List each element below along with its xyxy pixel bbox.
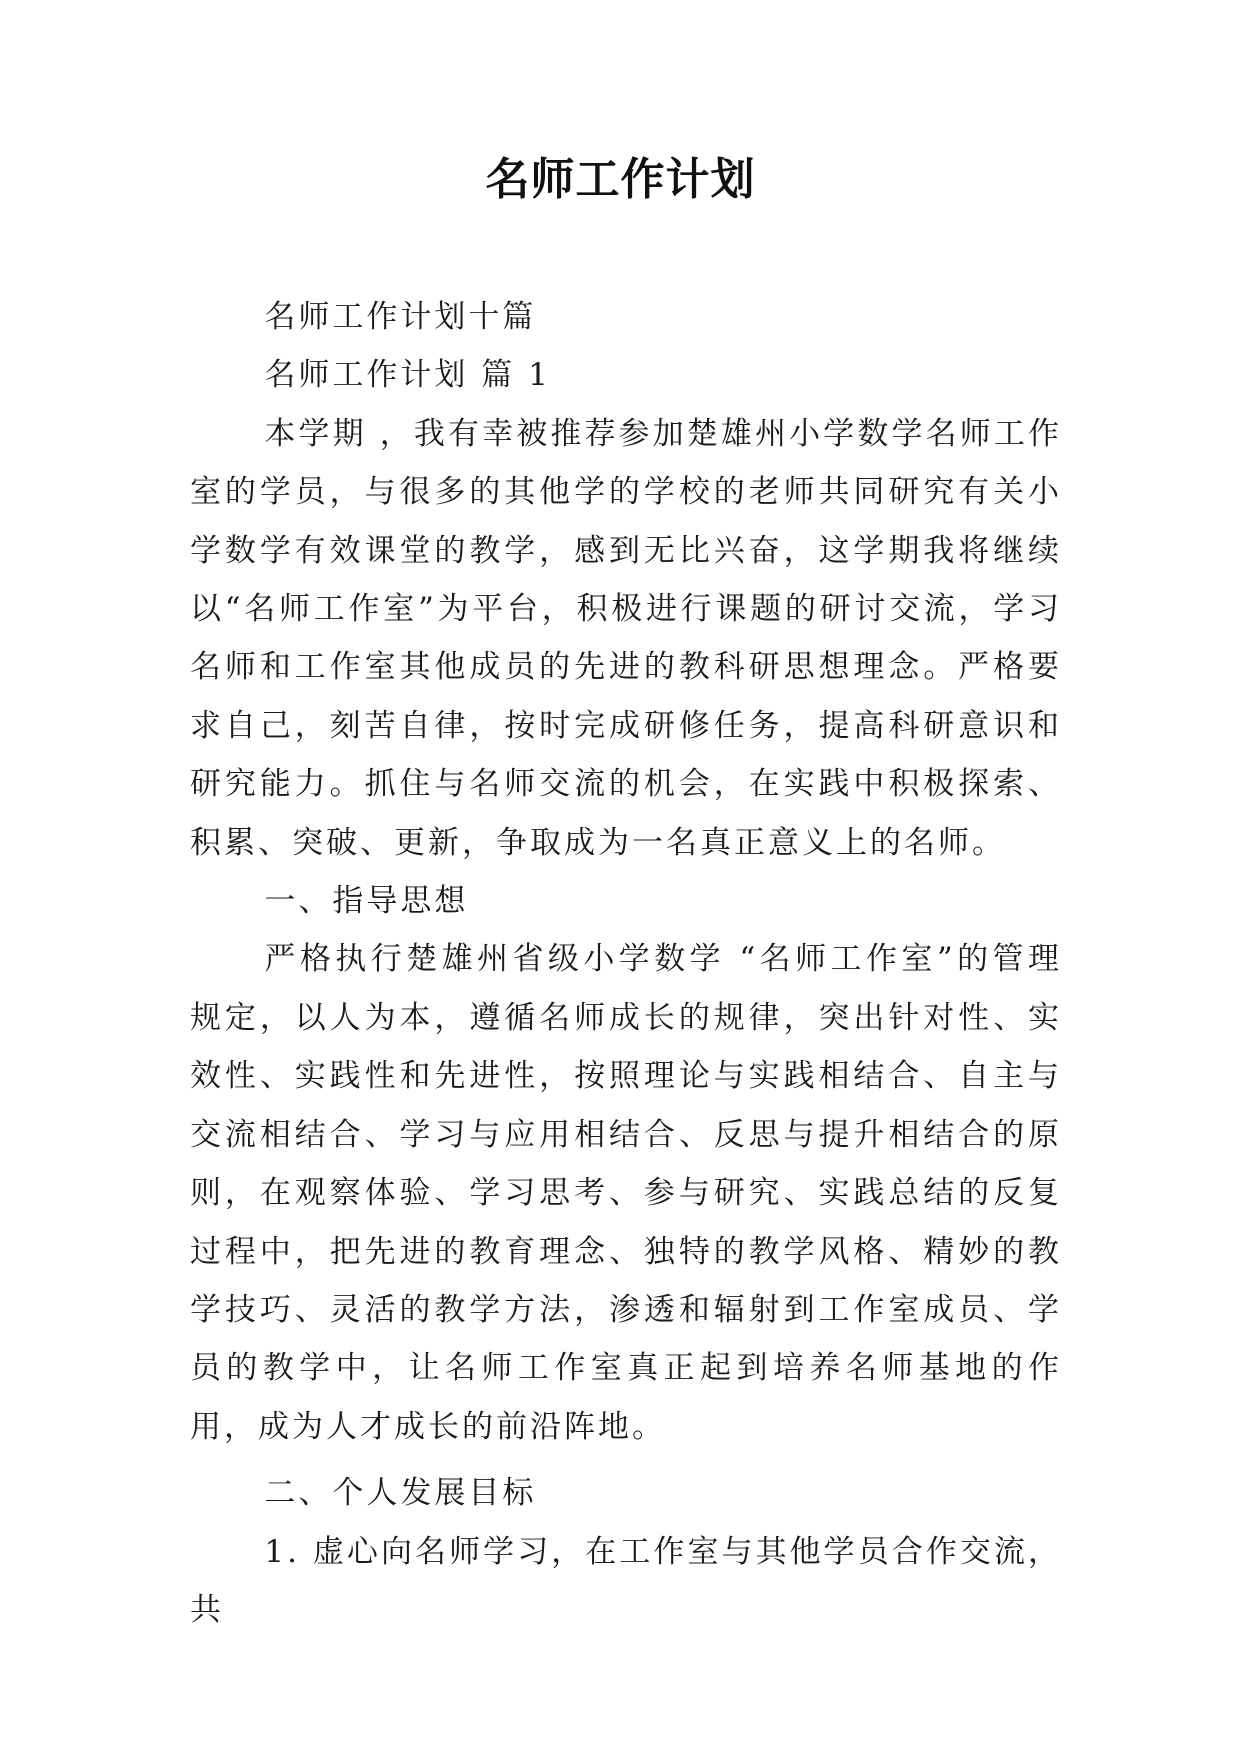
goal-item-1: 1. 虚心向名师学习，在工作室与其他学员合作交流，共 [190,1533,1062,1628]
subtitle-paragraph: 名师工作计划十篇 [264,299,537,335]
section-heading-guiding-ideology: 一、指导思想 [264,883,469,920]
document-body [190,288,1062,1639]
section-heading-personal-goals: 二、个人发展目标 [264,1475,537,1512]
intro-paragraph: 本学期 ，我有幸被推荐参加楚雄州小学数学名师工作室的学员，与很多的其他学的学校的老师共同研究有关小学数学有效课堂的教学，感到无比兴奋，这学期我将继续以“名师工作室”为平台，积极进行课题的研讨交流，学习名师和工作室其他成员的先进的教科研思想理念。严格要求自己，刻苦自律，按时完成研修任务，提高科研意识和研究能力。抓住与名师交流的机会，在实践中积极探索、积累、突破、更新，争取成为一名真正意义上的名师。 [190,415,1062,861]
guiding-ideology-paragraph: 严格执行楚雄州省级小学数学 “名师工作室”的管理规定，以人为本，遵循名师成长的规律，突出针对性、实效性、实践性和先进性，按照理论与实践相结合、自主与交流相结合、学习与应用相结合、反思与提升相结合的原则，在观察体验、学习思考、参与研究、实践总结的反复过程中，把先进的教育理念、独特的教学风格、精妙的教学技巧、灵活的教学方法，渗透和辐射到工作室成员、学员的教学中，让名师工作室真正起到培养名师基地的作用，成为人才成长的前沿阵地。 [190,941,1062,1445]
section-heading-part1: 名师工作计划 篇 1 [264,357,551,394]
document-title: 名师工作计划 [485,154,756,205]
